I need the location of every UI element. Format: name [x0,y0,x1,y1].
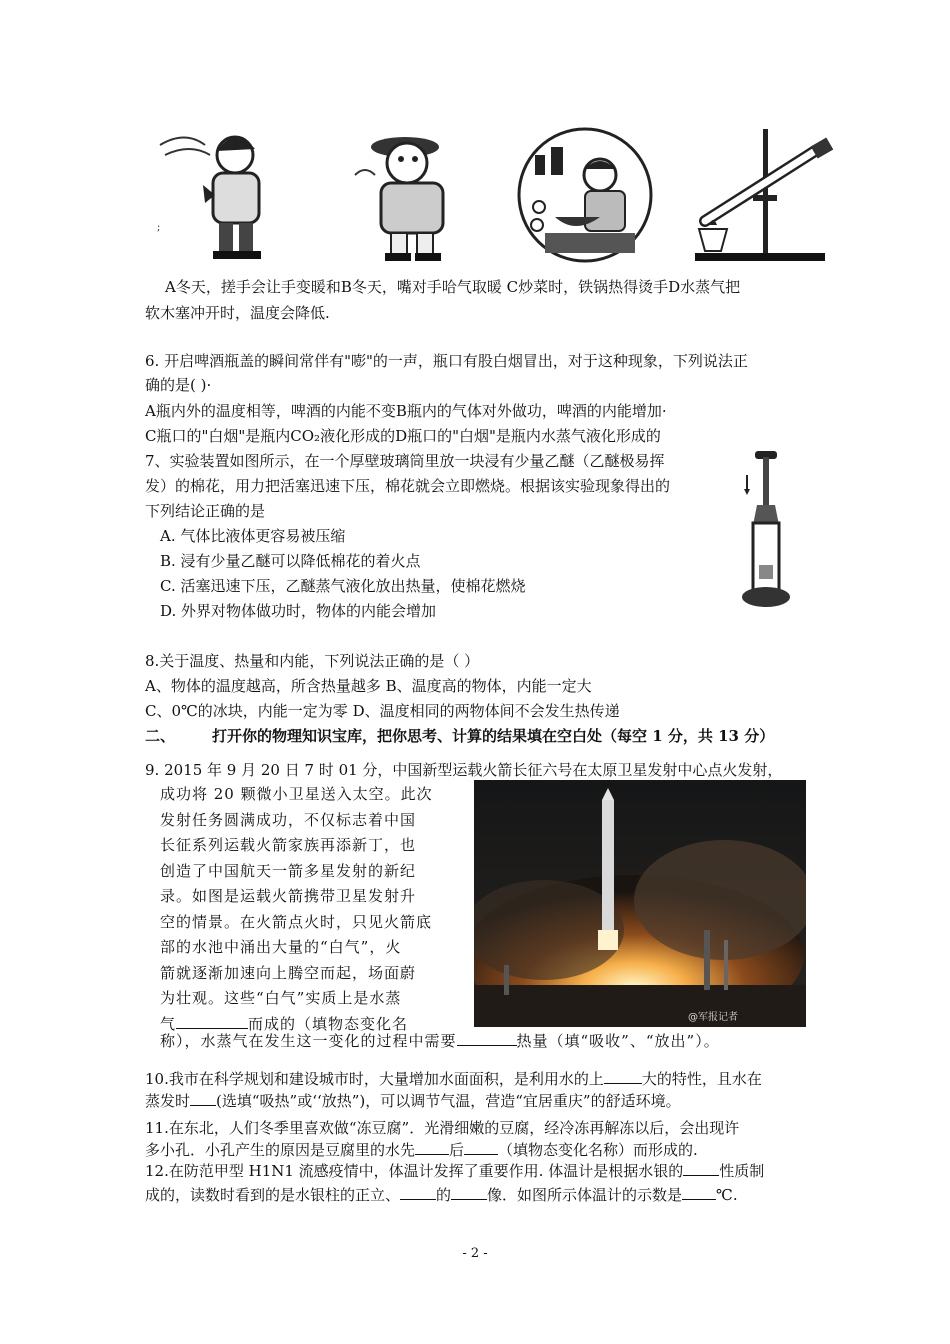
test-tube-cork-experiment-image [675,125,845,265]
q8-options-line1: A、物体的温度越高，所含热量越多 B、温度高的物体，内能一定大 [145,677,592,695]
q6-stem-line2: 确的是( )· [145,376,212,394]
section2-number: 二、 [145,727,176,745]
photo-watermark: @军报记者 [688,1012,738,1023]
cartoon-cooking-image [505,125,665,265]
q6-options-line1: A瓶内外的温度相等，啤酒的内能不变B瓶内的气体对外做功，啤酒的内能增加· [145,402,667,420]
q9-answer-blank-1[interactable] [176,1014,248,1029]
q11-line1: 11.在东北，人们冬季里喜欢做“冻豆腐”．光滑细嫩的豆腐，经冷冻再解冻以后，会出现许 [145,1119,740,1137]
q9-answer-blank-2[interactable] [457,1031,517,1046]
q7-option-a: A. 气体比液体更容易被压缩 [160,527,346,545]
q8-options-line2: C、0℃的冰块，内能一定为零 D、温度相同的两物体间不会发生热传递 [145,702,620,720]
q12-answer-blank-3[interactable] [451,1185,487,1200]
q12-answer-blank-4[interactable] [682,1185,716,1200]
q11-text: 多小孔．小孔产生的原因是豆腐里的水先 [145,1141,416,1159]
q7-option-d: D. 外界对物体做功时，物体的内能会增加 [160,602,437,620]
q12-text: ℃. [716,1186,738,1204]
q10-text: 蒸发时 [145,1092,191,1110]
q9-text: 而成的（填物态变化名 [248,1014,409,1033]
q9-wrapped-text [160,782,470,1037]
q5-options-line1: A冬天，搓手会让手变暖和B冬天，嘴对手哈气取暖 C炒菜时，铁锅热得烫手D水蒸气把 [165,278,741,296]
q8-stem: 8.关于温度、热量和内能，下列说法正确的是（ ） [145,652,480,670]
q7-option-c: C. 活塞迅速下压，乙醚蒸气液化放出热量，使棉花燃烧 [160,577,526,595]
q9-wrap-line: 空的情景。在火箭点火时，只见火箭底 [160,912,433,931]
rocket-launch-photo [474,780,806,1027]
q9-wrap-line: 录。如图是运载火箭携带卫星发射升 [160,887,417,905]
q9-wrap-line: 成功将 20 颗微小卫星送入太空。此次 [160,785,433,803]
q9-line1: 9. 2015 年 9 月 20 日 7 时 01 分，中国新型运载火箭长征六号在太原卫星发射中心点火发射， [145,761,783,779]
q10-text: 大的特性，且水在 [641,1070,762,1088]
q11-text: （填物态变化名称）而形成的. [498,1141,698,1159]
q9-wrap-line: 长征系列运载火箭家族再添新丁，也 [160,836,417,854]
q11-answer-blank-2[interactable] [464,1140,498,1155]
page-number: - 2 - [462,1246,488,1261]
q12-text: 成的，读数时看到的是水银柱的正立、 [145,1186,401,1204]
q12-text: 像．如图所示体温计的示数是 [487,1186,683,1204]
q7-stem-line2: 发）的棉花，用力把活塞迅速下压，棉花就会立即燃烧。根据该实验现象得出的 [145,477,671,495]
q12-text: 性质制 [719,1162,765,1180]
q10-line2 [145,1090,681,1112]
q7-option-b: B. 浸有少量乙醚可以降低棉花的着火点 [160,552,421,570]
q12-line2 [145,1184,738,1206]
q10-line1 [145,1068,762,1090]
q11-text: 后 [449,1141,465,1159]
cartoon-rubbing-hands-image [155,125,305,265]
q7-stem-line3: 下列结论正确的是 [145,502,266,520]
q10-answer-blank-2[interactable] [190,1091,216,1106]
q9-wrap-line: 为壮观。这些“白气”实质上是水蒸 [160,989,402,1007]
svg-text:;: ; [157,222,161,233]
q9-text: 称），水蒸气在发生这一变化的过程中需要 [160,1032,457,1050]
q11-line2 [145,1139,698,1161]
q12-text: 12.在防范甲型 H1N1 流感疫情中，体温计发挥了重要作用. 体温计是根据水银的 [145,1162,684,1180]
q12-text: 的 [436,1186,452,1204]
q9-last-line [160,1030,720,1052]
q9-wrap-line: 发射任务圆满成功，不仅标志着中国 [160,810,417,829]
q9-wrap-line: 创造了中国航天一箭多星发射的新纪 [160,861,417,880]
section2-title: 打开你的物理知识宝库，把你思考、计算的结果填在空白处（每空 1 分，共 13 分） [212,727,775,745]
q9-text: 气 [160,1014,177,1033]
q12-line1 [145,1160,764,1182]
q9-wrap-line: 箭就逐渐加速向上腾空而起，场面蔚 [160,963,417,982]
q6-options-line2: C瓶口的"白烟"是瓶内CO₂液化形成的D瓶口的"白烟"是瓶内水蒸气液化形成的 [145,427,661,445]
q9-wrap-line: 部的水池中涌出大量的“白气”，火 [160,938,402,956]
q7-stem-line1: 7、实验装置如图所示，在一个厚壁玻璃筒里放一块浸有少量乙醚（乙醚极易挥 [145,452,665,470]
q12-answer-blank-1[interactable] [683,1161,719,1176]
cartoon-blowing-hands-image [335,125,490,265]
q10-text: (选填“吸热”或‘‘放热”)，可以调节气温，营造“宜居重庆”的舒适环境。 [216,1092,681,1110]
q6-stem-line1: 6. 开启啤酒瓶盖的瞬间常伴有"嘭"的一声，瓶口有股白烟冒出，对于这种现象，下列说法正 [145,352,748,370]
q12-answer-blank-2[interactable] [400,1185,436,1200]
q10-text: 10.我市在科学规划和建设城市时，大量增加水面面积，是利用水的上 [145,1070,604,1088]
q5-options-line2: 软木塞冲开时，温度会降低. [145,304,330,322]
q10-answer-blank-1[interactable] [604,1069,642,1084]
q9-text: 热量（填“吸收”、“放出”）。 [516,1032,720,1050]
compression-cylinder-apparatus-image [735,445,795,615]
q11-answer-blank-1[interactable] [415,1140,449,1155]
